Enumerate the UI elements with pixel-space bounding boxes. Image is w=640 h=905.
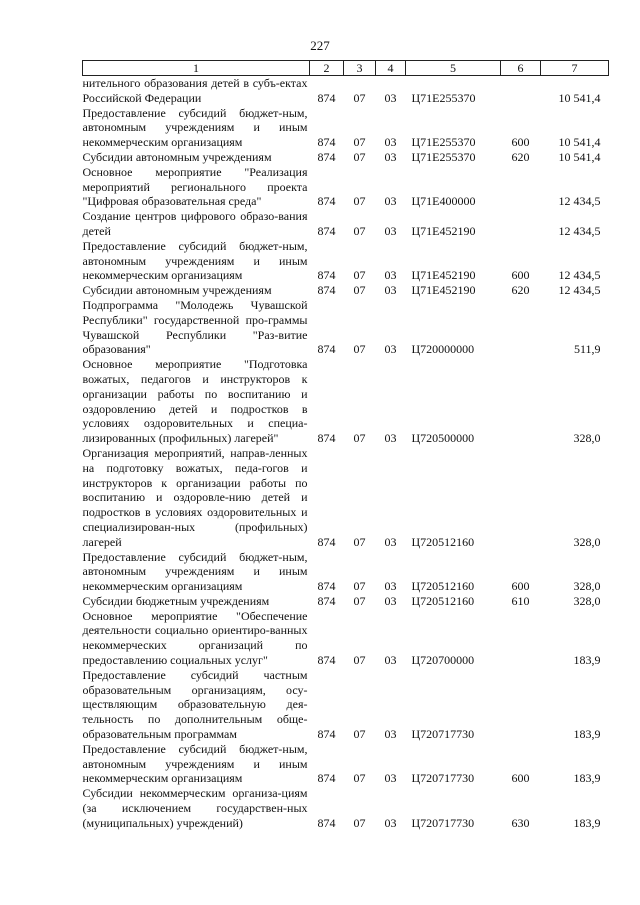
header-cell: 2 — [310, 61, 344, 76]
section-code: 07 — [353, 727, 366, 742]
expense-type-code — [501, 76, 541, 106]
expense-type-code — [501, 357, 541, 446]
section-code: 07 — [353, 771, 366, 786]
table-row — [83, 550, 609, 594]
target-article-code: Ц720000000 — [411, 342, 475, 357]
target-article-code: Ц720512160 — [411, 534, 475, 549]
amount-value: 328,0 — [573, 534, 601, 549]
header-cell: 5 — [406, 61, 501, 76]
table-row — [83, 150, 609, 165]
section-code: 07 — [353, 268, 366, 283]
ministry-code: 874 — [317, 534, 336, 549]
header-cell: 6 — [501, 61, 541, 76]
target-article-code: Ц71E255370 — [411, 149, 476, 164]
expense-type-code — [501, 298, 541, 357]
ministry-code: 874 — [317, 268, 336, 283]
target-article-code: Ц720700000 — [411, 653, 475, 668]
table-row — [83, 786, 609, 830]
table-header-row — [83, 61, 609, 76]
expense-type-code: 600 — [511, 268, 530, 283]
target-article-code: Ц71E452190 — [411, 268, 476, 283]
expense-type-code: 600 — [511, 579, 530, 594]
row-description: нительного образования детей в субъ-ектах Российской Федерации — [82, 76, 308, 105]
amount-value: 328,0 — [573, 431, 601, 446]
subsection-code: 03 — [384, 815, 397, 830]
section-code: 07 — [353, 579, 366, 594]
expense-type-code: 610 — [511, 593, 530, 608]
subsection-code: 03 — [384, 149, 397, 164]
row-description: Субсидии бюджетным учреждениям — [82, 593, 270, 608]
row-description: Субсидии автономным учреждениям — [82, 149, 272, 164]
ministry-code: 874 — [317, 223, 336, 238]
row-description: Основное мероприятие "Реализация мероприятий регионального проекта "Цифровая образовательная среда" — [82, 164, 308, 209]
row-description: Основное мероприятие "Обеспечение деятельности социально ориентиро-ванных некоммерческих организаций по предоставлению социальных услуг" — [82, 608, 308, 668]
target-article-code: Ц720512160 — [411, 593, 475, 608]
ministry-code: 874 — [317, 727, 336, 742]
amount-value: 10 541,4 — [558, 149, 601, 164]
section-code: 07 — [353, 593, 366, 608]
subsection-code: 03 — [384, 223, 397, 238]
ministry-code: 874 — [317, 771, 336, 786]
expense-type-code: 600 — [511, 135, 530, 150]
expense-type-code: 630 — [511, 815, 530, 830]
table-row — [83, 594, 609, 609]
amount-value: 328,0 — [573, 593, 601, 608]
row-description: Основное мероприятие "Подготовка вожатых, педагогов и инструкторов к организации работы по воспитанию и оздоровлению детей и подростков в условиях оздоровительных и специа-лизированных (профильных) лагерей" — [82, 357, 308, 446]
table-row — [83, 357, 609, 446]
row-description: Подпрограмма "Молодежь Чувашской Республики" государственной про-граммы Чувашской Республики "Раз-витие образования" — [82, 297, 308, 357]
row-description: Предоставление субсидий бюджет-ным, автономным учреждениям и иным некоммерческим организациям — [82, 549, 308, 594]
header-cell: 3 — [344, 61, 376, 76]
row-description: Предоставление субсидий частным образовательным организациям, осу-ществляющим образовательную дея-тельность по дополнительным обще-образовательным программам — [82, 667, 308, 742]
section-code: 07 — [353, 135, 366, 150]
row-description: Субсидии автономным учреждениям — [82, 283, 272, 298]
row-description: Субсидии некоммерческим организа-циям (за исключением государствен-ных (муниципальных) учреждений) — [82, 786, 308, 830]
section-code: 07 — [353, 534, 366, 549]
row-description: Предоставление субсидий бюджет-ным, автономным учреждениям и иным некоммерческим организациям — [82, 741, 308, 786]
expense-type-code — [501, 446, 541, 550]
table-row — [83, 742, 609, 786]
table-row — [83, 106, 609, 150]
subsection-code: 03 — [384, 342, 397, 357]
section-code: 07 — [353, 815, 366, 830]
expense-type-code — [501, 209, 541, 239]
row-description: Организация мероприятий, направ-ленных на подготовку вожатых, педа-гогов и инструкторов к организации работы по воспитанию и оздоровле-нию детей и подростков в условиях оздоровительных и специализирован-ных (профильных) лагерей — [82, 445, 308, 549]
subsection-code: 03 — [384, 579, 397, 594]
ministry-code: 874 — [317, 593, 336, 608]
subsection-code: 03 — [384, 653, 397, 668]
target-article-code: Ц720500000 — [411, 431, 475, 446]
table-row — [83, 668, 609, 742]
subsection-code: 03 — [384, 727, 397, 742]
row-description: Создание центров цифрового образо-вания детей — [82, 209, 308, 238]
amount-value: 511,9 — [573, 342, 601, 357]
ministry-code: 874 — [317, 194, 336, 209]
ministry-code: 874 — [317, 815, 336, 830]
table-row — [83, 609, 609, 668]
expense-type-code: 620 — [511, 283, 530, 298]
subsection-code: 03 — [384, 135, 397, 150]
section-code: 07 — [353, 223, 366, 238]
section-code: 07 — [353, 194, 366, 209]
amount-value: 328,0 — [573, 579, 601, 594]
section-code: 07 — [353, 431, 366, 446]
target-article-code: Ц720512160 — [411, 579, 475, 594]
table-body — [83, 76, 609, 831]
table-row — [83, 283, 609, 298]
page-number: 227 — [310, 38, 330, 53]
subsection-code: 03 — [384, 90, 397, 105]
amount-value: 183,9 — [573, 815, 601, 830]
target-article-code: Ц720717730 — [411, 771, 475, 786]
table-row — [83, 165, 609, 209]
section-code: 07 — [353, 342, 366, 357]
table-row — [83, 239, 609, 283]
target-article-code: Ц720717730 — [411, 727, 475, 742]
section-code: 07 — [353, 283, 366, 298]
target-article-code: Ц71E255370 — [411, 135, 476, 150]
subsection-code: 03 — [384, 268, 397, 283]
amount-value: 12 434,5 — [558, 283, 601, 298]
target-article-code: Ц720717730 — [411, 815, 475, 830]
target-article-code: Ц71E452190 — [411, 223, 476, 238]
expense-type-code: 600 — [511, 771, 530, 786]
budget-table — [82, 60, 609, 831]
target-article-code: Ц71E400000 — [411, 194, 476, 209]
expense-type-code — [501, 668, 541, 742]
ministry-code: 874 — [317, 90, 336, 105]
expense-type-code — [501, 609, 541, 668]
subsection-code: 03 — [384, 593, 397, 608]
amount-value: 12 434,5 — [558, 268, 601, 283]
table-row — [83, 209, 609, 239]
expense-type-code: 620 — [511, 149, 530, 164]
section-code: 07 — [353, 653, 366, 668]
amount-value: 183,9 — [573, 653, 601, 668]
subsection-code: 03 — [384, 771, 397, 786]
table-row — [83, 298, 609, 357]
ministry-code: 874 — [317, 149, 336, 164]
table-row — [83, 76, 609, 106]
amount-value: 183,9 — [573, 727, 601, 742]
subsection-code: 03 — [384, 534, 397, 549]
amount-value: 12 434,5 — [558, 223, 601, 238]
ministry-code: 874 — [317, 653, 336, 668]
header-cell: 4 — [376, 61, 406, 76]
table-row — [83, 446, 609, 550]
ministry-code: 874 — [317, 342, 336, 357]
target-article-code: Ц71E255370 — [411, 90, 476, 105]
header-cell: 1 — [83, 61, 310, 76]
subsection-code: 03 — [384, 431, 397, 446]
subsection-code: 03 — [384, 194, 397, 209]
ministry-code: 874 — [317, 135, 336, 150]
header-cell: 7 — [541, 61, 609, 76]
amount-value: 10 541,4 — [558, 135, 601, 150]
section-code: 07 — [353, 149, 366, 164]
amount-value: 183,9 — [573, 771, 601, 786]
amount-value: 12 434,5 — [558, 194, 601, 209]
ministry-code: 874 — [317, 283, 336, 298]
row-description: Предоставление субсидий бюджет-ным, автономным учреждениям и иным некоммерческим организациям — [82, 105, 308, 150]
target-article-code: Ц71E452190 — [411, 283, 476, 298]
ministry-code: 874 — [317, 579, 336, 594]
row-description: Предоставление субсидий бюджет-ным, автономным учреждениям и иным некоммерческим организациям — [82, 238, 308, 283]
ministry-code: 874 — [317, 431, 336, 446]
budget-table-container — [82, 60, 608, 831]
subsection-code: 03 — [384, 283, 397, 298]
expense-type-code — [501, 165, 541, 209]
amount-value: 10 541,4 — [558, 90, 601, 105]
section-code: 07 — [353, 90, 366, 105]
